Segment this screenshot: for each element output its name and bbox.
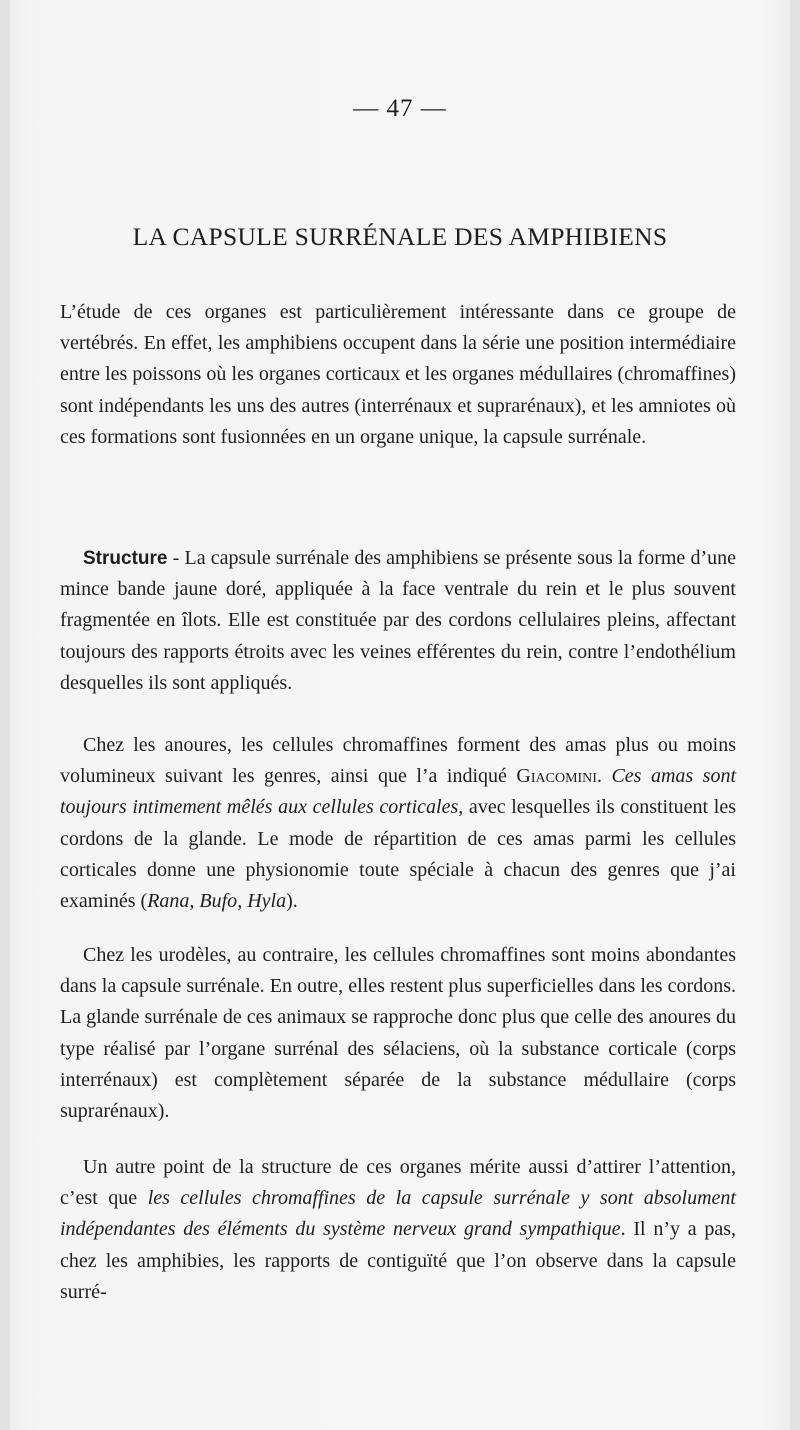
anoures-text-3: , avec lesquelles ils constituent les cordons de la glande. Le mode de répartition de ces amas parmi les cellules corticales donne une physionomie toute spéciale à chacun des genres que j’ai examinés (	[60, 796, 736, 913]
anoures-text-1: Chez les anoures, les cellules chromaffines forment des amas plus ou moins volumineux suivant les genres, ainsi que l’a indiqué	[60, 734, 736, 788]
paragraph-anoures	[60, 730, 736, 917]
paragraph-intro-text: L’étude de ces organes est particulièrement intéressante dans ce groupe de vertébrés. En effet, les amphibiens occupent dans la série une position intermédiaire entre les poissons où les organes corticaux et les organes médullaires (chromaffines) sont indépendants les uns des autres (interrénaux et suprarénaux), et les amniotes où ces formations sont fusionnées en un organe unique, la capsule surrénale.	[60, 301, 736, 448]
anoures-text-end: ).	[286, 890, 298, 913]
paragraph-structure	[60, 543, 736, 699]
chapter-title: LA CAPSULE SURRÉNALE DES AMPHIBIENS	[132, 222, 668, 251]
urodeles-text: Chez les urodèles, au contraire, les cellules chromaffines sont moins abondantes dans la capsule surrénale. En outre, elles restent plus superficielles dans les cordons. La glande surrénale de ces animaux se rapproche donc plus que celle des anoures du type réalisé par l’organe surrénal des sélaciens, où la substance corticale (corps interrénaux) est complètement séparée de la substance médullaire (corps suprarénaux).	[60, 944, 736, 1123]
paragraph-intro	[60, 297, 736, 453]
point-text-2: . Il n’y a pas, chez les amphibies, les rapports de contiguïté que l’on observe dans la capsule surré-	[60, 1218, 736, 1303]
point-italic: les cellules chromaffines de la capsule surrénale y sont absolument indépendantes des éléments du système nerveux grand sympathique	[60, 1187, 736, 1241]
anoures-text-2: .	[596, 765, 612, 788]
right-scan-edge	[790, 0, 800, 1430]
structure-heading: Structure	[83, 548, 168, 569]
anoures-italic: Ces amas sont toujours intimement mêlés aux cellules corticales	[60, 765, 737, 819]
point-text-1: Un autre point de la structure de ces organes mérite aussi d’attirer l’attention, c’est que	[60, 1156, 736, 1210]
page-number: — 47 —	[353, 95, 447, 122]
paragraph-urodeles	[60, 940, 736, 1127]
paragraph-structure-point	[60, 1152, 736, 1308]
author-giacomini: Giacomini	[516, 765, 597, 788]
genus-separator-2: ,	[237, 890, 248, 913]
left-scan-edge	[0, 0, 10, 1430]
structure-text: La capsule surrénale des amphibiens se présente sous la forme d’une mince bande jaune doré, appliquée à la face ventrale du rein et le plus souvent fragmentée en îlots. Elle est constituée par des cordons cellulaires pleins, affectant toujours des rapports étroits avec les veines efférentes du rein, contre l’endothélium desquelles ils sont appliqués.	[60, 547, 736, 694]
structure-dash: -	[167, 547, 185, 569]
genus-separator-1: ,	[189, 890, 200, 913]
genus-hyla: Hyla	[247, 890, 287, 913]
genus-bufo: Bufo	[199, 890, 238, 913]
genus-rana: Rana	[147, 890, 190, 913]
